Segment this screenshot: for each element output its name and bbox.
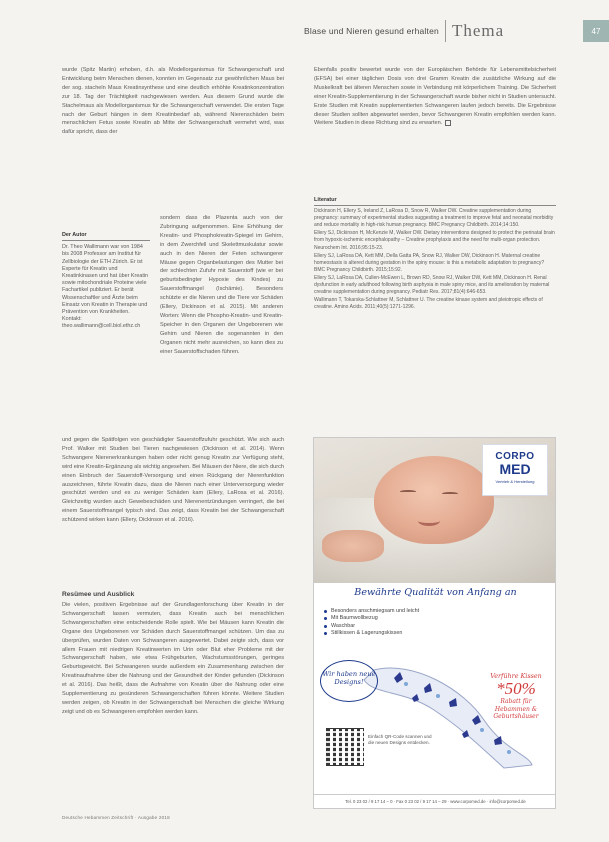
paragraph: und gegen die Spätfolgen von geschädigter Sauerstoffzufuhr geschützt. Wie sich auch Prof. Walker mit Studien bei Tieren nachgewiesen (Dickinson et al. 2014). Wenn Schwangere Nierenerkrankungen haben oder nicht genug Kreatin zur Verfügung steht, wird eine Kreatin-Ergänzung als wichtig angesehen. Bei Mäusen der Niere, die sich durch einen Einbruch der Sauerstoff-Versorgung und einen Rückgang der Nierenfunktion auszeichnen, führte Kreatin dazu, dass die Nieren nach einer Unterversorgung wieder geschützt werden und es zu weniger Schäden kam (Ellery, LaRosa et al. 2016). Gleichzeitig wurden auch Gewebeschäden und Nierenentzündungen verringert, die bei einem Sauerstoffmangel typisch sind. Das zeigt, dass Kreatin bei der Schwangerschaft schützend wirken kann (Ellery, Dickinson et al. 2016). — [62, 437, 285, 524]
paragraph-text: Ebenfalls positiv bewertet wurde von der Europäischen Behörde für Lebensmittelsicherheit (EFSA) bei einer täglichen Dosis von drei Gramm Kreatin die zusätzliche Wirkung auf die Muskelkraft bei älteren Menschen sowie in Verbindung mit körperlichem Training. Die Sicherheit einer Kreatin-Supplementierung in der Schwangerschaft wurde bisher nicht in Studien untersucht. Erste Studien mit Kreatin supplementierten Schwangeren laufen jedoch bereits. Die Ergebnisse dieser Studien sollten abgewartet werden, bevor Schwangeren Kreatin empfohlen werden kann. Weitere Studien in diese Richtung sind zu erwarten. — [314, 67, 556, 127]
paragraph: Die vielen, positiven Ergebnisse auf der Grundlagenforschung über Kreatin in der Schwangerschaft lassen vermuten, dass Kreatin auch bei menschlichen Schwangerschaften eine entscheidende Rolle spielt. Wie bei Mäusen kann Kreatin die Organe des Ungeborenen vor Schäden durch Sauerstoffmangel schützen. Um das zu überprüfen, wurden Daten von Schwangeren ausgewertet. Dabei zeigte sich, dass vor allem Frauen mit niedrigen Kreatinwerten im Urin oder Blut eher Probleme mit der Schwangerschaft haben, wie etwa Frühgeburten, Wachstumsstörungen, geringes Geburtsgewicht. Bei Schwangeren wurde außerdem ein Zusammenhang zwischen der Kreatinaufnahme über die Nahrung und der Gesundheit der Kinder gefunden (Dickinson et al. 2016). Das heißt, dass die Aufnahme von Kreatin über die Nahrung oder eine Supplementierung zu gesünderen Schwangerschaften führen könnte. Weitere Studien werden zeigen, ob Kreatin in der Schwangerschaft bei Menschen die gleiche Wirkung zeigt und ob es Schwangeren empfohlen werden kann. — [62, 602, 284, 715]
left-column-narrow — [160, 214, 283, 357]
ad-slogan: Bewährte Qualität von Anfang an — [354, 587, 517, 598]
section-label: Thema — [451, 21, 505, 40]
literature-box — [314, 197, 556, 312]
feature-item: Besonders anschmiegsam und leicht — [324, 608, 474, 615]
qr-caption: Einfach QR-Code scannen und die neuen Designs entdecken. — [368, 734, 432, 746]
divider — [314, 205, 556, 206]
discount-value: *50% — [496, 679, 536, 698]
qr-code-pattern — [326, 728, 364, 766]
corpomed-logo — [482, 444, 548, 496]
page-header — [280, 18, 609, 44]
page-number: 47 — [583, 20, 609, 42]
left-column-top — [62, 66, 284, 137]
author-heading: Der Autor — [62, 232, 87, 238]
speech-bubble: Wir haben neue Designs! — [320, 660, 378, 702]
mouth — [418, 516, 440, 526]
paragraph — [314, 66, 556, 128]
paragraph: sondern dass die Plazenta auch von der Zubringung aufgenommen. Eine Erhöhung der Kreatin- und Phosphokreatin-Spiegel im Gehirn, in dem Zwerchfell und Skelettmuskulatur sowie auch in den Nieren der Feten schwangerer Mäuse gegen Organbelastungen des Mutter bei der schlechten Zufuhr mit Sauerstoff (wie er bei geburtsbedingter Hypoxie des Kindes) zu Sauerstoffmangel (Ischämie). Besonders schützte er die Nieren und die Tiere vor Schäden (Ellery, Dickinson et al. 2015). Mit anderen Worten: Wenn die Phospho-Kreatin- und Kreatin-Speicher in den Organen der Ungeborenen wie Gehirn und Nieren die sogenannten in den Organen nicht mehr ausreichen, so kann dies zu einer Sauerstoffschaden führen. — [160, 215, 283, 355]
literature-item: Ellery SJ, Dickinson H, McKenzie M, Walker DW. Dietary interventions designed to protect the perinatal brain from hypoxic-ischemic encephalopathy – Creatine prophylaxis and the need for multi-organ protection. Neurochem Int. 2016;95:15-23. — [314, 230, 555, 251]
baby-photo — [314, 438, 556, 583]
feature-item: Waschbar — [324, 623, 474, 630]
logo-text: CORPO — [495, 451, 535, 462]
end-mark-icon — [445, 120, 451, 126]
author-box — [62, 232, 150, 331]
literature-item: Wallimann T, Tokarska-Schlattner M, Schlattner U. The creatine kinase system and pleiotropic effects of creatine. Amino Acids. 2011;40(5):1271-1296. — [314, 297, 543, 311]
section-heading: Resümee und Ausblick — [62, 591, 135, 598]
header-title: Blase und Nieren gesund erhalten — [304, 26, 439, 36]
divider — [62, 240, 150, 241]
feature-item: Stillkissen & Lagerungskissen — [324, 630, 474, 637]
eye — [400, 490, 416, 493]
feature-item: Mit Baumwollbezug — [324, 615, 474, 622]
feature-list — [324, 608, 474, 638]
left-column-end — [62, 601, 284, 717]
logo-text: MED — [499, 461, 531, 477]
ad-footer: Tel. 0 23 02 / 9 17 14 – 0 · Fax 0 23 02 / 9 17 14 – 29 · www.corpomed.de · info@corpomed.de — [314, 794, 556, 808]
literature-item: Dickinson H, Ellery S, Ireland Z, LaRosa D, Snow R, Walker DW. Creatine supplementation during pregnancy: summary of experimental studies suggesting a treatment to improve fetal and neonatal morbidity and reduce mortality in high-risk human pregnancy. BMC Pregnancy Childbirth. 2014;14:150. — [314, 208, 554, 229]
right-column-top — [314, 66, 556, 128]
baby-hand — [322, 530, 384, 562]
discount-note: Rabatt für Hebammen & Geburtshäuser — [493, 698, 539, 721]
discount-badge — [484, 672, 548, 768]
header-divider — [445, 20, 446, 42]
literature-item: Ellery SJ, LaRosa DA, Cullen-McEwen L, Brown RD, Snow RJ, Walker DW, Kett MM, Dickinson H. Renal dysfunction in early adulthood following birth asphyxia in male spiny mice, and its amelioration by maternal creatine supplementation during pregnancy. Pediatr Res. 2017;81(4):646-653. — [314, 274, 550, 296]
paragraph: wurde (Spitz Martin) erhoben, d.h. als Modellorganismus für Schwangerschaft und Entwicklung beim Menschen dienen, konnten im Gegensatz zur gewöhnlichen Maus bei der sog. stacheln Maus Kreatinsynthese und eine deutlich erhöhte Kreatinkonzentration zur 18. Tag der Trächtigkeit nachgewiesen werden. Aus diesem Grund wurde die Stachelmaus als Modellorganismus für die Schwangerschaft verwendet. Die ersten Tage nach der Geburt hängen in dem Kreatinbedarf ab, während Nierenschäden beim menschlichen Fetus sowie Kreatin ab Mitte der Schwangerschaft vermehrt wird, was dafür spricht, dass der — [62, 67, 284, 136]
left-column-wide — [62, 436, 284, 525]
advertisement[interactable] — [313, 437, 556, 809]
logo-subtext: Vertrieb & Herstellung — [495, 479, 535, 484]
author-text: Dr. Theo Wallimann war von 1984 bis 2008 Professor am Institut für Zellbiologie der ETH Zürich. Er ist Experte für Kreatin und Kreatinkinasen und hat über Kreatin sowie mitochondriale Proteine viele Fachartikel publiziert. Er berät Wissenschaftler und Ärzte beim Einsatz von Kreatin in Therapie und Prävention von Krankheiten. Kontakt: theo.wallimann@cell.biol.ethz.ch — [62, 244, 149, 330]
page-footer: Deutsche Hebammen Zeitschrift · Ausgabe 2018 — [62, 815, 170, 820]
discount-label: Verführe Kissen — [490, 672, 542, 680]
baby-face — [374, 456, 494, 544]
literature-item: Ellery SJ, LaRosa DA, Kett MM, Della Gatta PA, Snow RJ, Walker DW, Dickinson H. Maternal creatine homeostasis is altered during gestation in the spiny mouse: is this a metabolic adaptation to pregnancy? BMC Pregnancy Childbirth. 2015;15:92. — [314, 252, 545, 273]
literature-heading: Literatur — [314, 197, 337, 203]
eye — [442, 492, 458, 495]
